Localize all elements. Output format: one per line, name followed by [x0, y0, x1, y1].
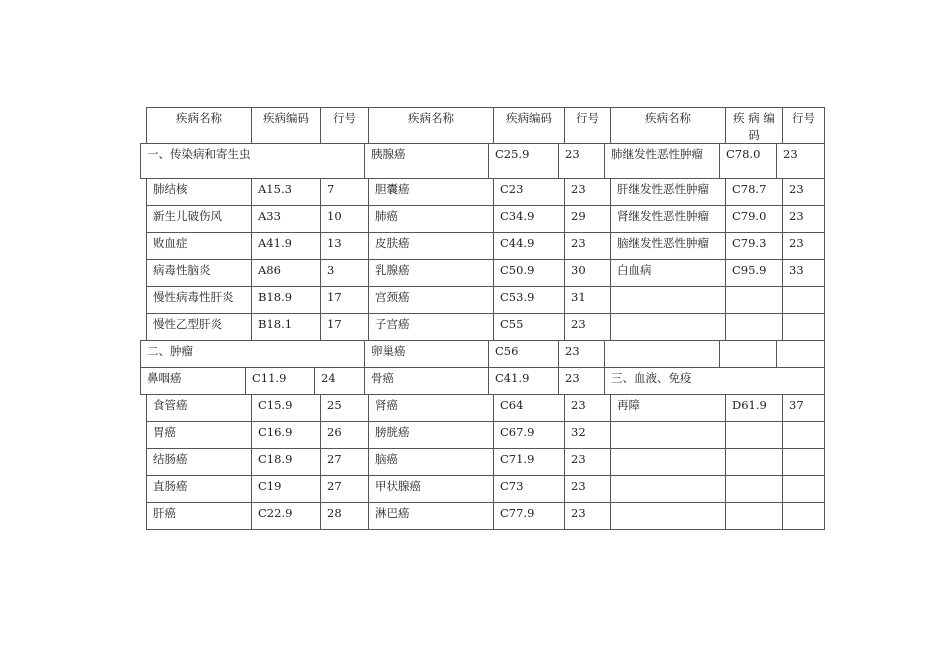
table-cell: [725, 286, 783, 314]
table-cell: C64: [493, 394, 565, 422]
table-cell: 胰腺癌: [364, 143, 489, 179]
table-cell: 肝癌: [146, 502, 252, 530]
table-cell: [610, 475, 726, 503]
table-cell: C77.9: [493, 502, 565, 530]
table-cell: 3: [320, 259, 369, 287]
table-cell: 甲状腺癌: [368, 475, 494, 503]
table-cell: 脑继发性恶性肿瘤: [610, 232, 726, 260]
table-cell: 鼻咽癌: [140, 367, 246, 395]
table-cell: C95.9: [725, 259, 783, 287]
table-cell: 23: [558, 367, 605, 395]
table-cell: 宫颈癌: [368, 286, 494, 314]
table-cell: 肾继发性恶性肿瘤: [610, 205, 726, 233]
table-cell: C34.9: [493, 205, 565, 233]
table-cell: B18.1: [251, 313, 321, 341]
table-cell: B18.9: [251, 286, 321, 314]
table-cell: C41.9: [488, 367, 559, 395]
table-cell: 淋巴癌: [368, 502, 494, 530]
table-cell: 23: [776, 143, 825, 179]
header-cell: 疾 病 编 码: [725, 107, 783, 144]
table-cell: 结肠癌: [146, 448, 252, 476]
header-cell: 疾病名称: [610, 107, 726, 144]
table-cell: [782, 286, 825, 314]
table-cell: C73: [493, 475, 565, 503]
table-cell: [725, 313, 783, 341]
table-cell: A33: [251, 205, 321, 233]
table-cell: 食管癌: [146, 394, 252, 422]
table-cell: [725, 421, 783, 449]
table-cell: 23: [564, 313, 611, 341]
table-cell: 三、血液、免疫: [604, 367, 825, 395]
table-cell: [782, 502, 825, 530]
disease-code-table: [146, 107, 824, 529]
table-cell: [776, 340, 825, 368]
table-cell: [782, 475, 825, 503]
table-cell: 28: [320, 502, 369, 530]
header-cell: 行号: [564, 107, 611, 144]
table-cell: 23: [564, 232, 611, 260]
table-cell: C25.9: [488, 143, 559, 179]
header-cell: 疾病名称: [146, 107, 252, 144]
table-cell: 膀胱癌: [368, 421, 494, 449]
table-cell: [719, 340, 777, 368]
header-cell: 行号: [320, 107, 369, 144]
table-cell: 子宫癌: [368, 313, 494, 341]
header-cell: 疾病编码: [251, 107, 321, 144]
table-cell: 二、肿瘤: [140, 340, 365, 368]
table-cell: C15.9: [251, 394, 321, 422]
table-cell: A15.3: [251, 178, 321, 206]
table-cell: C56: [488, 340, 559, 368]
table-cell: 骨癌: [364, 367, 489, 395]
table-cell: C22.9: [251, 502, 321, 530]
header-cell: 行号: [782, 107, 825, 144]
table-cell: 10: [320, 205, 369, 233]
table-cell: C78.0: [719, 143, 777, 179]
table-cell: 23: [782, 178, 825, 206]
table-cell: [610, 313, 726, 341]
table-cell: 肺癌: [368, 205, 494, 233]
table-cell: 乳腺癌: [368, 259, 494, 287]
table-cell: C44.9: [493, 232, 565, 260]
table-cell: [725, 475, 783, 503]
table-cell: 肺继发性恶性肿瘤: [604, 143, 720, 179]
table-cell: [725, 502, 783, 530]
table-cell: C79.0: [725, 205, 783, 233]
table-cell: 37: [782, 394, 825, 422]
table-cell: C71.9: [493, 448, 565, 476]
header-cell: 疾病编码: [493, 107, 565, 144]
table-cell: 17: [320, 286, 369, 314]
table-cell: 27: [320, 475, 369, 503]
table-cell: C16.9: [251, 421, 321, 449]
table-cell: 一、传染病和寄生虫: [140, 143, 365, 179]
table-cell: 23: [782, 232, 825, 260]
header-cell: 疾病名称: [368, 107, 494, 144]
table-cell: [782, 448, 825, 476]
table-cell: 23: [558, 340, 605, 368]
table-cell: C78.7: [725, 178, 783, 206]
table-cell: [610, 502, 726, 530]
table-cell: 29: [564, 205, 611, 233]
table-cell: [782, 313, 825, 341]
table-cell: C53.9: [493, 286, 565, 314]
table-cell: 卵巢癌: [364, 340, 489, 368]
table-cell: [610, 448, 726, 476]
table-cell: C79.3: [725, 232, 783, 260]
table-cell: 23: [564, 502, 611, 530]
table-cell: 24: [314, 367, 365, 395]
table-cell: 肺结核: [146, 178, 252, 206]
table-cell: 慢性乙型肝炎: [146, 313, 252, 341]
table-cell: 23: [564, 178, 611, 206]
table-cell: 23: [564, 475, 611, 503]
table-cell: 7: [320, 178, 369, 206]
table-cell: C19: [251, 475, 321, 503]
table-cell: 胃癌: [146, 421, 252, 449]
table-cell: 肾癌: [368, 394, 494, 422]
table-cell: C50.9: [493, 259, 565, 287]
table-cell: A41.9: [251, 232, 321, 260]
table-cell: 败血症: [146, 232, 252, 260]
table-cell: C11.9: [245, 367, 315, 395]
table-cell: [610, 421, 726, 449]
table-cell: [604, 340, 720, 368]
table-cell: 32: [564, 421, 611, 449]
table-cell: 30: [564, 259, 611, 287]
table-cell: 33: [782, 259, 825, 287]
table-cell: 26: [320, 421, 369, 449]
table-cell: 肝继发性恶性肿瘤: [610, 178, 726, 206]
table-cell: C55: [493, 313, 565, 341]
table-cell: 25: [320, 394, 369, 422]
table-cell: 27: [320, 448, 369, 476]
table-cell: 13: [320, 232, 369, 260]
table-cell: 病毒性脑炎: [146, 259, 252, 287]
table-cell: [610, 286, 726, 314]
table-cell: 23: [564, 394, 611, 422]
table-cell: 皮肤癌: [368, 232, 494, 260]
table-cell: 新生儿破伤风: [146, 205, 252, 233]
table-cell: 23: [782, 205, 825, 233]
table-cell: [782, 421, 825, 449]
table-cell: 慢性病毒性肝炎: [146, 286, 252, 314]
table-cell: C18.9: [251, 448, 321, 476]
table-cell: C23: [493, 178, 565, 206]
table-cell: 23: [564, 448, 611, 476]
table-cell: 17: [320, 313, 369, 341]
table-cell: [725, 448, 783, 476]
table-cell: D61.9: [725, 394, 783, 422]
table-cell: 23: [558, 143, 605, 179]
table-cell: 再障: [610, 394, 726, 422]
table-cell: 直肠癌: [146, 475, 252, 503]
table-cell: 脑癌: [368, 448, 494, 476]
table-cell: C67.9: [493, 421, 565, 449]
table-cell: 31: [564, 286, 611, 314]
table-cell: A86: [251, 259, 321, 287]
table-cell: 胆囊癌: [368, 178, 494, 206]
table-cell: 白血病: [610, 259, 726, 287]
